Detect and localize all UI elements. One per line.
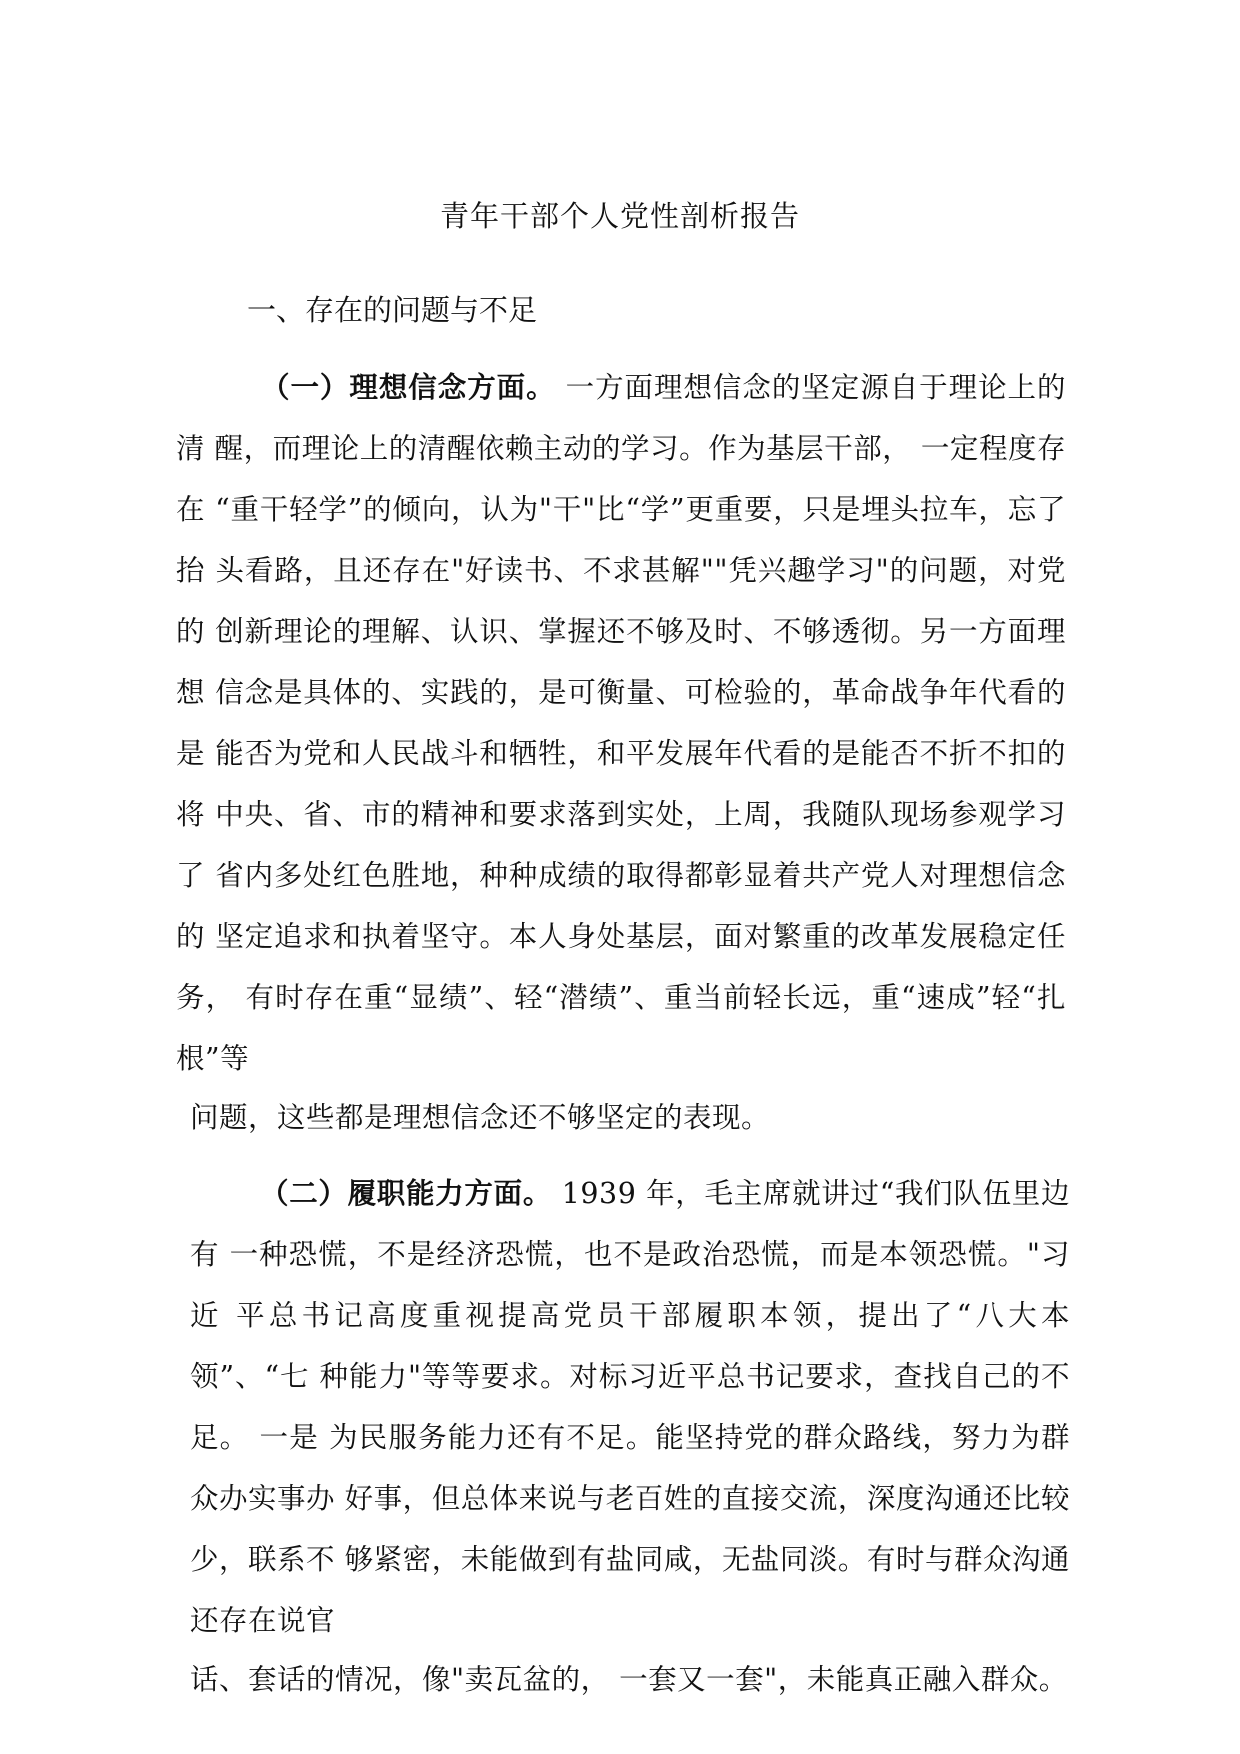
paragraph-capability-continuation: 话、套话的情况，像"卖瓦盆的， 一套又一套"，未能真正融入群众。 (190, 1663, 1068, 1696)
paragraph-ideals-text: 一方面理想信念的坚定源自于理论上的清 醒，而理论上的清醒依赖主动的学习。作为基层干部， 一定程度存在 “重干轻学”的倾向，认为"干"比“学”更重要，只是埋头拉车，忘了抬 头看路，且还存在"好读书、不求甚解""凭兴趣学习"的问题，对党的 创新理论的理解、认识、掌握还不够及时、不够透彻。另一方面理想 信念是具体的、实践的，是可衡量、可检验的，革命战争年代看的是 能否为党和人民战斗和牺牲，和平发展年代看的是能否不折不扣的将 中央、省、市的精神和要求落到实处，上周，我随队现场参观学习了 省内多处红色胜地，种种成绩的取得都彰显着共产党人对理想信念的 坚定追求和执着坚守。本人身处基层，面对繁重的改革发展稳定任务， 有时存在重“显绩”、轻“潜绩”、重当前轻长远，重“速成”轻“扎根”等 (176, 371, 1066, 1075)
paragraph-capability-text: 1939 年，毛主席就讲过“我们队伍里边有 一种恐慌，不是经济恐慌，也不是政治恐慌，而是本领恐慌。"习近 平总书记高度重视提高党员干部履职本领，提出了“八大本领”、“七 种能力"等等要求。对标习近平总书记要求，查找自己的不足。 一是 为民服务能力还有不足。能坚持党的群众路线，努力为群众办实事办 好事，但总体来说与老百姓的直接交流，深度沟通还比较少，联系不 够紧密，未能做到有盐同咸，无盐同淡。有时与群众沟通还存在说官 (190, 1177, 1070, 1637)
paragraph-ideals-continuation: 问题，这些都是理想信念还不够坚定的表现。 (190, 1101, 771, 1134)
paragraph-capability (190, 1163, 1070, 1651)
document-title: 青年干部个人党性剖析报告 (439, 199, 800, 233)
paragraph-ideals-lead: （一）理想信念方面。 (261, 370, 556, 404)
section-heading: 一、存在的问题与不足 (247, 293, 538, 327)
paragraph-ideals (176, 357, 1066, 1089)
paragraph-capability-lead: （二）履职能力方面。 (260, 1176, 553, 1210)
